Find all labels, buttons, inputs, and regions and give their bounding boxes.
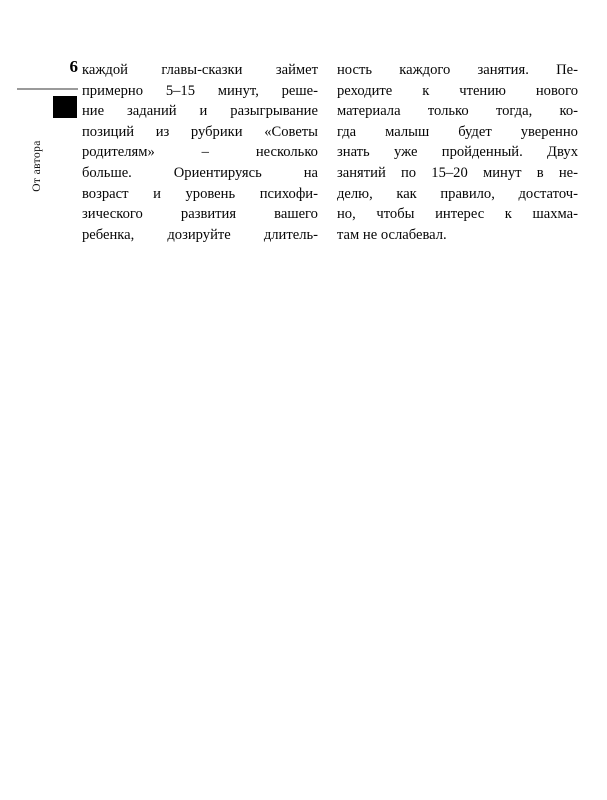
text-line: реходите к чтению нового: [337, 82, 578, 99]
left-column-paragraph: [82, 60, 318, 245]
right-text-column: [337, 60, 578, 245]
text-line: больше. Ориентируясь на: [82, 164, 318, 181]
page-margin-furniture: [0, 0, 80, 260]
running-head: От автора: [31, 140, 43, 192]
text-line: ние заданий и разыгрывание: [82, 103, 318, 120]
text-line: делю, как правило, достаточ-: [337, 185, 578, 202]
text-line: гда малыш будет уверенно: [337, 123, 578, 140]
text-line: знать уже пройденный. Двух: [337, 144, 578, 161]
text-line: ность каждого занятия. Пе-: [337, 62, 578, 78]
page-number: 6: [69, 57, 78, 76]
text-line: материала только тогда, ко-: [337, 103, 578, 120]
header-rule: [17, 88, 78, 90]
text-line: возраст и уровень психофи-: [82, 185, 318, 202]
text-columns: [82, 60, 578, 270]
text-line: там не ослабевал.: [337, 226, 447, 243]
text-line: занятий по 15–20 минут в не-: [337, 164, 578, 181]
text-line: примерно 5–15 минут, реше-: [82, 82, 318, 99]
section-marker-square-icon: [53, 96, 77, 118]
text-line: но, чтобы интерес к шахма-: [337, 206, 578, 223]
text-line: зического развития вашего: [82, 206, 318, 223]
text-line: позиций из рубрики «Советы: [82, 123, 318, 140]
text-line: каждой главы-сказки займет: [82, 62, 318, 78]
text-line: ребенка, дозируйте длитель-: [82, 226, 318, 243]
left-text-column: [82, 60, 318, 245]
text-line: родителям» – несколько: [82, 144, 318, 161]
right-column-paragraph: [337, 60, 578, 245]
